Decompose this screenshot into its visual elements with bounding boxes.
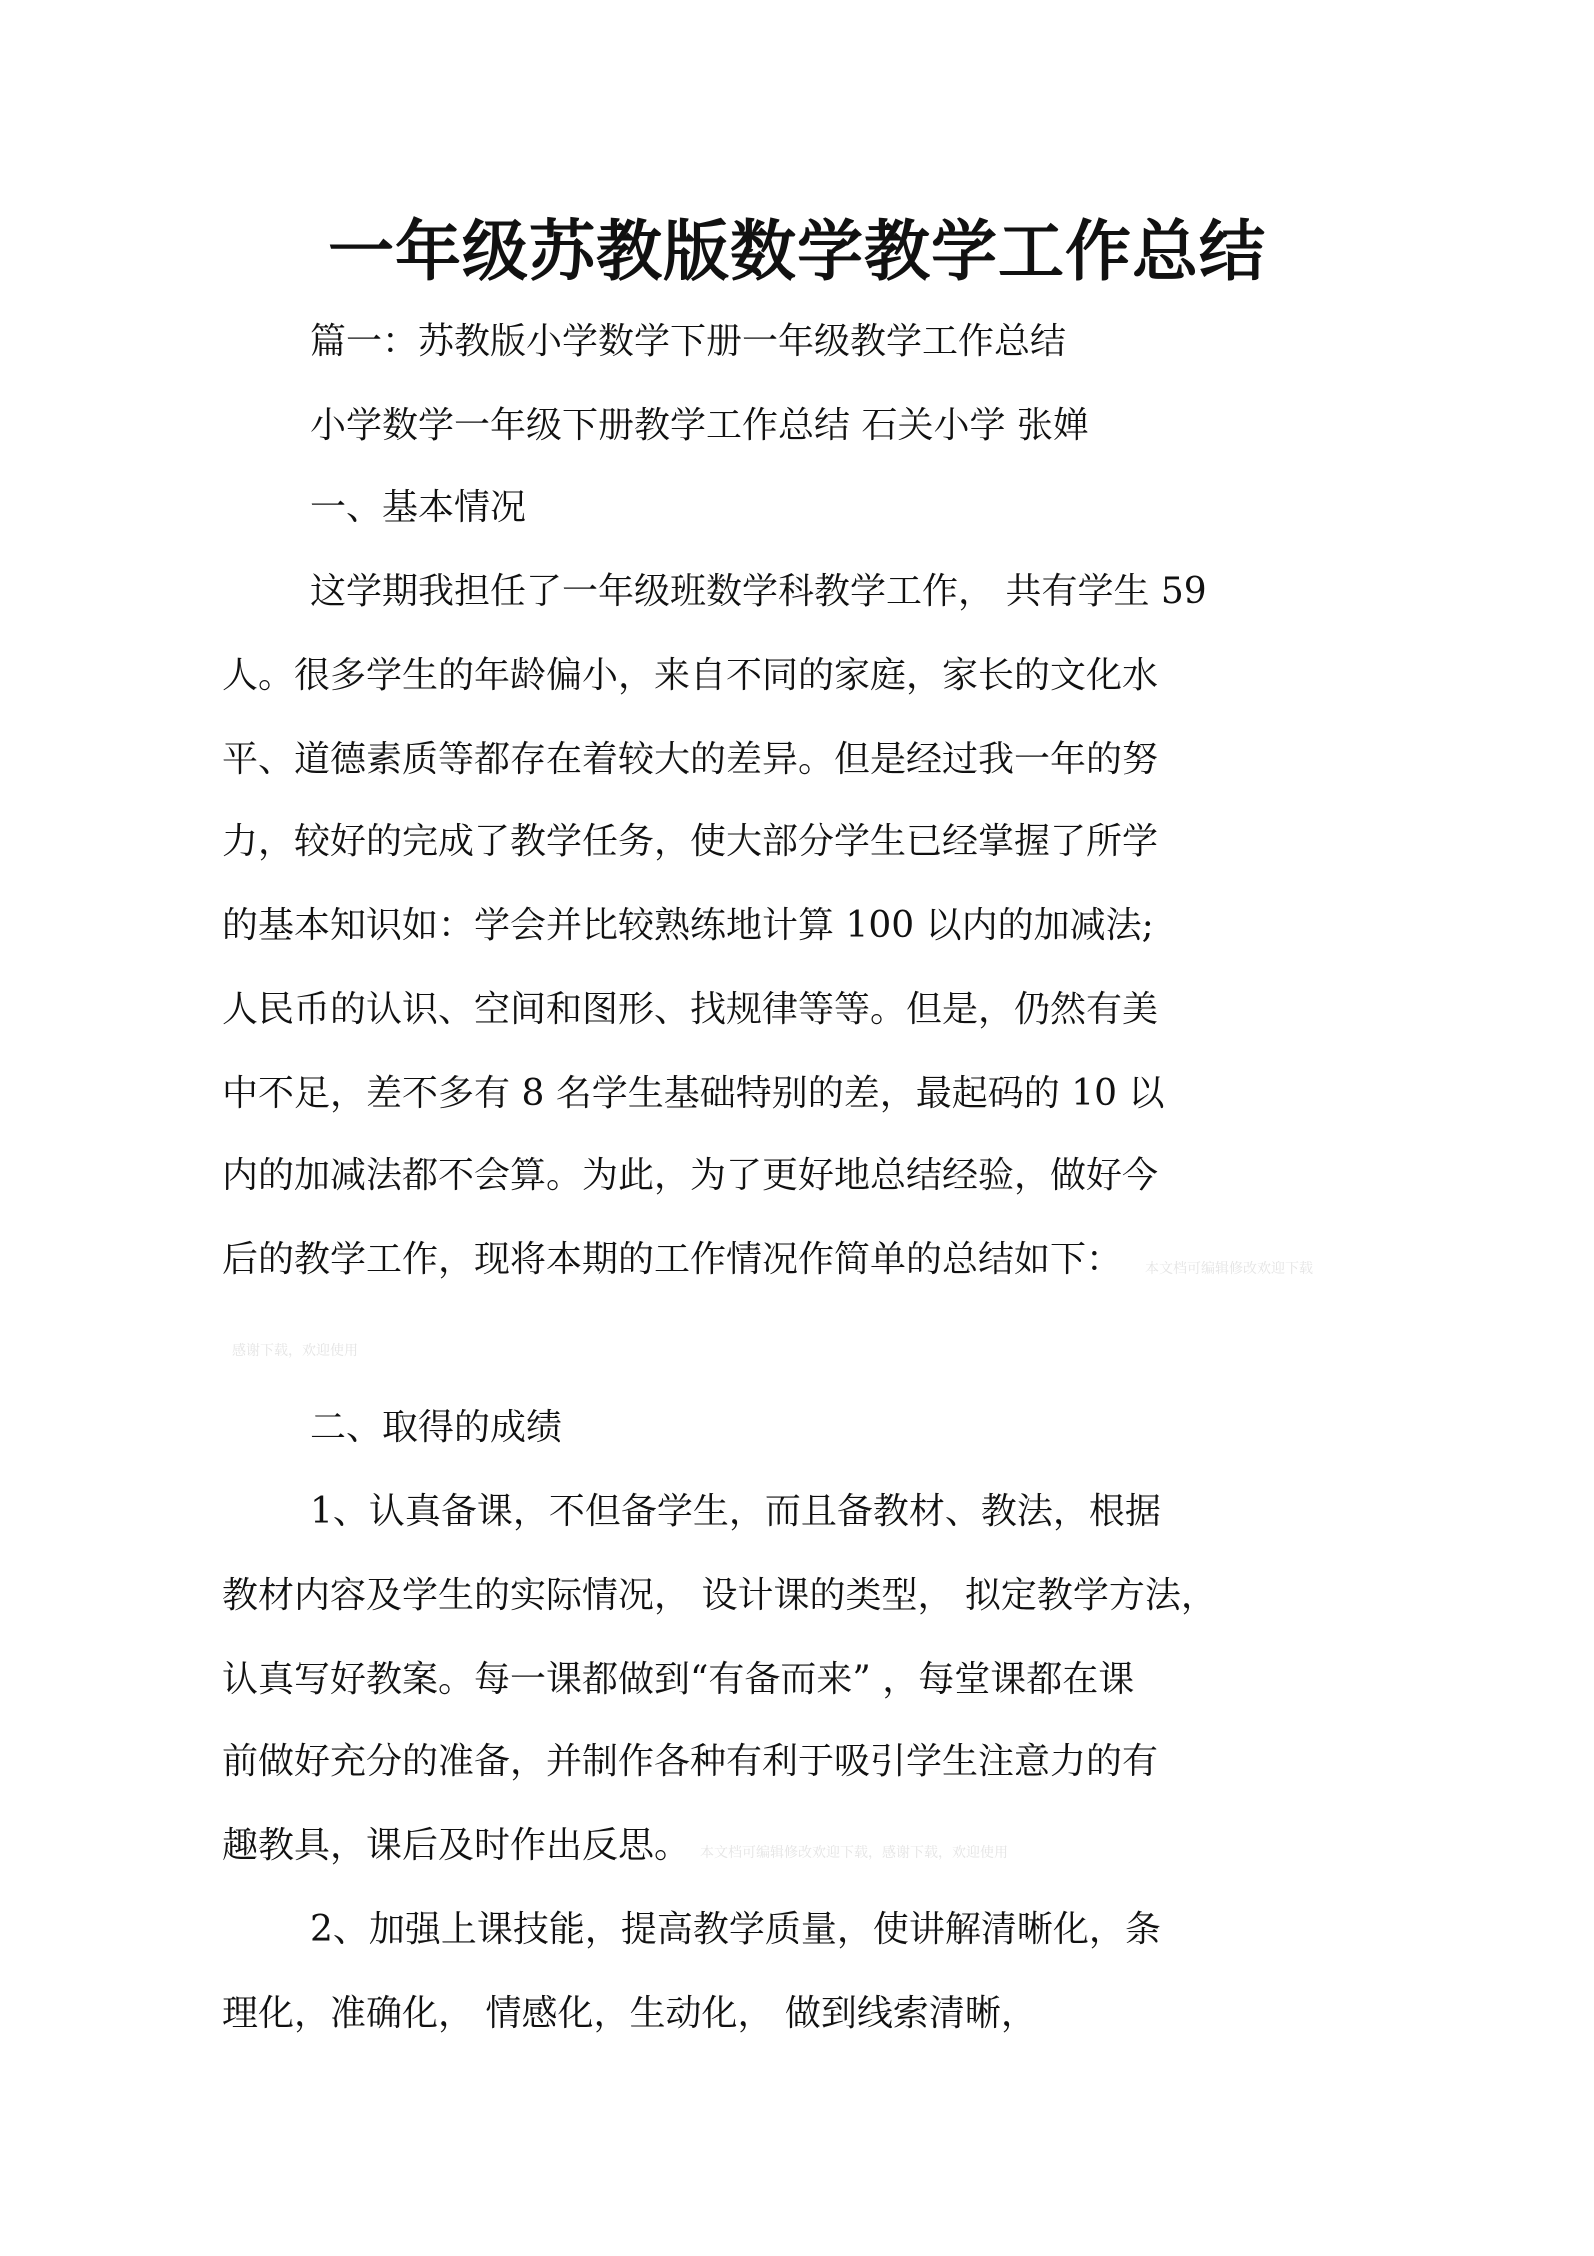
paragraph-line: 1、认真备课，不但备学生，而且备教材、教法，根据 [310, 1491, 1161, 1532]
paragraph-line: 趣教具，课后及时作出反思。 [222, 1825, 691, 1866]
paragraph-line: 这学期我担任了一年级班数学科教学工作， 共有学生 59 [310, 571, 1207, 612]
paragraph-line: 力，较好的完成了教学任务，使大部分学生已经掌握了所学 [222, 821, 1159, 862]
paragraph-line: 后的教学工作，现将本期的工作情况作简单的总结如下： [222, 1239, 1123, 1280]
paragraph-line: 前做好充分的准备，并制作各种有利于吸引学生注意力的有 [222, 1741, 1159, 1782]
paragraph-line: 人民币的认识、空间和图形、找规律等等。但是，仍然有美 [222, 989, 1159, 1030]
document-title: 一年级苏教版数学教学工作总结 [328, 213, 1266, 290]
section-heading: 篇一：苏教版小学数学下册一年级教学工作总结 [310, 321, 1067, 362]
paragraph-line: 认真写好教案。每一课都做到“有备而来” ，每堂课都在课 [222, 1659, 1135, 1700]
section-heading: 一、基本情况 [310, 487, 527, 528]
section-heading: 二、取得的成绩 [310, 1407, 563, 1448]
paragraph-line: 内的加减法都不会算。为此，为了更好地总结经验，做好今 [222, 1155, 1159, 1196]
paragraph-line: 中不足，差不多有 8 名学生基础特别的差，最起码的 10 以 [222, 1073, 1165, 1114]
paragraph-line: 人。很多学生的年龄偏小，来自不同的家庭，家长的文化水 [222, 655, 1159, 696]
paragraph-line: 教材内容及学生的实际情况， 设计课的类型， 拟定教学方法， [222, 1575, 1217, 1616]
watermark-text: 感谢下载，欢迎使用 [232, 1343, 358, 1359]
watermark-text: 本文档可编辑修改欢迎下载，感谢下载，欢迎使用 [700, 1845, 1008, 1861]
paragraph-line: 平、道德素质等都存在着较大的差异。但是经过我一年的努 [222, 739, 1159, 780]
paragraph-line: 理化，准确化， 情感化，生动化， 做到线索清晰， [222, 1993, 1037, 2034]
paragraph-line: 2、加强上课技能，提高教学质量，使讲解清晰化，条 [310, 1909, 1161, 1950]
watermark-text: 本文档可编辑修改欢迎下载 [1145, 1261, 1313, 1277]
subtitle-line: 小学数学一年级下册教学工作总结 石关小学 张婵 [310, 405, 1089, 446]
paragraph-line: 的基本知识如：学会并比较熟练地计算 100 以内的加减法; [222, 905, 1154, 946]
